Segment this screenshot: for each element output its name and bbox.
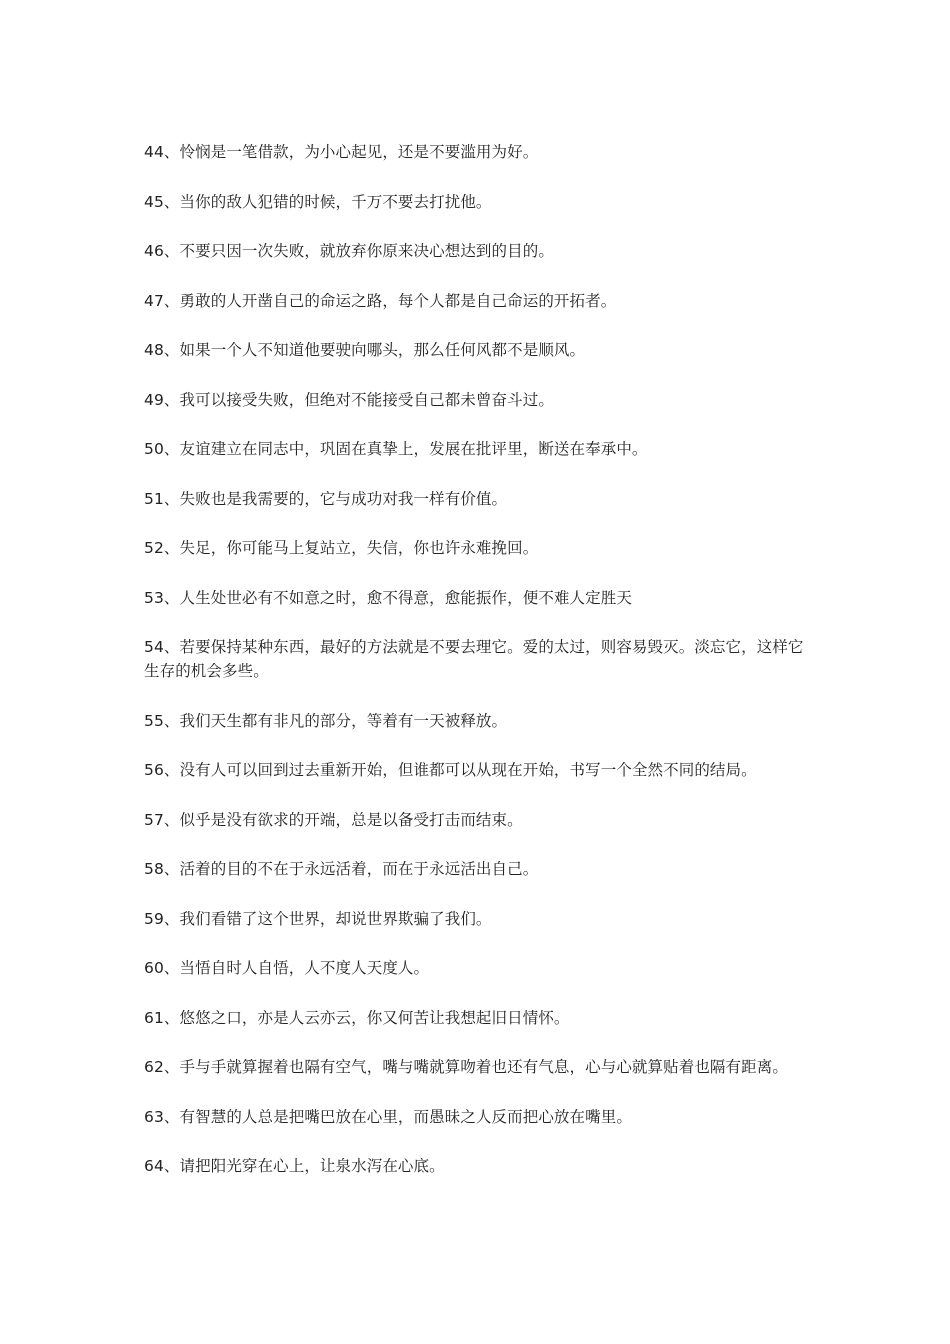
quote-paragraph: 60、当悟自时人自悟，人不度人天度人。 [144, 959, 430, 977]
quote-list [144, 140, 806, 1204]
quote-paragraph: 47、勇敢的人开凿自己的命运之路，每个人都是自己命运的开拓者。 [144, 291, 617, 310]
quote-paragraph: 44、怜悯是一笔借款，为小心起见，还是不要滥用为好。 [144, 143, 539, 161]
quote-paragraph: 59、我们看错了这个世界，却说世界欺骗了我们。 [144, 909, 492, 928]
quote-paragraph: 58、活着的目的不在于永远活着，而在于永远活出自己。 [144, 860, 539, 878]
quote-paragraph: 53、人生处世必有不如意之时，愈不得意，愈能振作，便不难人定胜天 [144, 588, 632, 607]
quote-paragraph: 62、手与手就算握着也隔有空气，嘴与嘴就算吻着也还有气息，心与心就算贴着也隔有距离。 [144, 1058, 788, 1076]
quote-paragraph: 63、有智慧的人总是把嘴巴放在心里，而愚昧之人反而把心放在嘴里。 [144, 1107, 632, 1126]
quote-paragraph: 55、我们天生都有非凡的部分，等着有一天被释放。 [144, 711, 508, 730]
quote-paragraph: 50、友谊建立在同志中，巩固在真挚上，发展在批评里，断送在奉承中。 [144, 440, 648, 458]
quote-paragraph: 45、当你的敌人犯错的时候，千万不要去打扰他。 [144, 192, 492, 211]
quote-paragraph: 64、请把阳光穿在心上，让泉水泻在心底。 [144, 1157, 445, 1175]
quote-paragraph: 52、失足，你可能马上复站立，失信，你也许永难挽回。 [144, 539, 539, 557]
quote-paragraph: 61、悠悠之口，亦是人云亦云，你又何苦让我想起旧日情怀。 [144, 1008, 570, 1027]
quote-paragraph: 54、若要保持某种东西，最好的方法就是不要去理它。爱的太过，则容易毁灭。淡忘它，这样它生存的机会多些。 [144, 638, 804, 680]
quote-paragraph: 57、似乎是没有欲求的开端，总是以备受打击而结束。 [144, 810, 523, 829]
quote-paragraph: 49、我可以接受失败，但绝对不能接受自己都未曾奋斗过。 [144, 390, 554, 409]
quote-paragraph: 46、不要只因一次失败，就放弃你原来决心想达到的目的。 [144, 242, 554, 260]
quote-paragraph: 56、没有人可以回到过去重新开始，但谁都可以从现在开始，书写一个全然不同的结局。 [144, 761, 757, 779]
quote-paragraph: 48、如果一个人不知道他要驶向哪头，那么任何风都不是顺风。 [144, 341, 586, 359]
quote-paragraph: 51、失败也是我需要的，它与成功对我一样有价值。 [144, 489, 508, 508]
